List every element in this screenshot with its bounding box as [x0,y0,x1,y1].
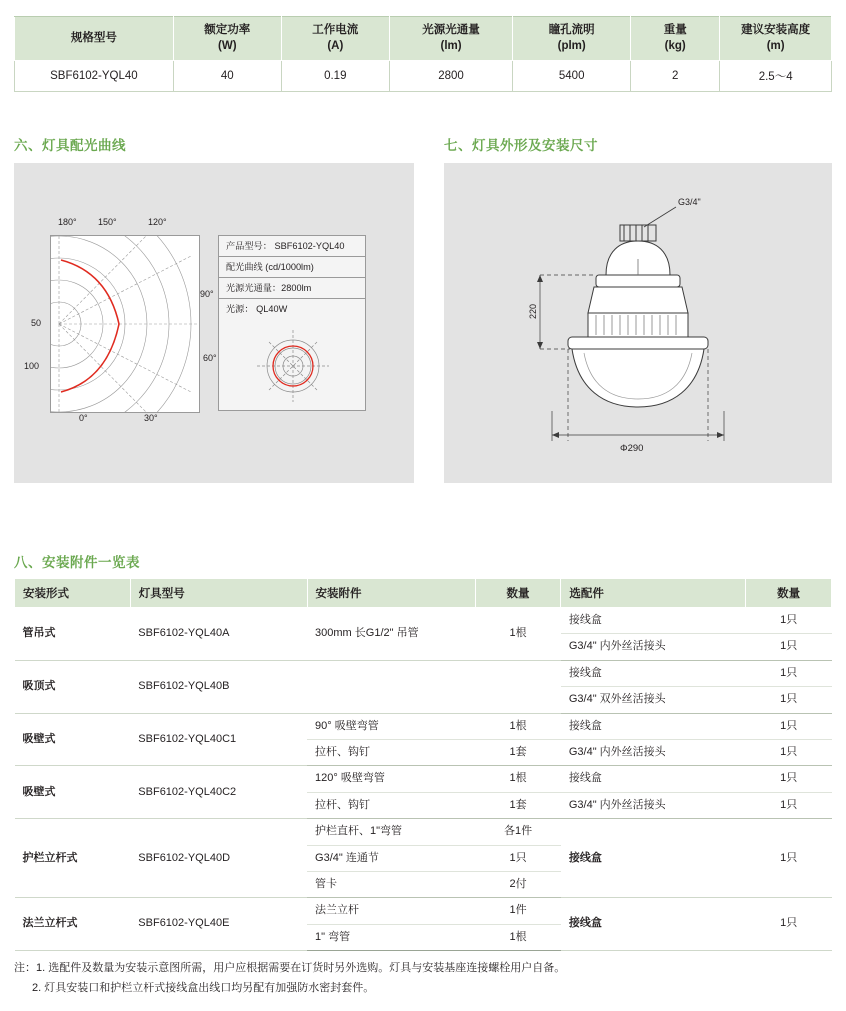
acc-form-4: 吸壁式 [15,766,131,819]
spec-table-row [15,61,832,92]
acc-option-4-2: G3/4" 内外丝活接头 [561,792,746,818]
dimension-panel [444,163,832,483]
acc-fitting-qty-6-2: 1根 [475,924,561,950]
acc-fitting-5-3: 管卡 [307,871,475,897]
spec-header-pupil-lumen-line1: 瞳孔流明 [548,24,595,36]
spec-header-power-line1: 额定功率 [204,24,251,36]
table-row [15,660,832,686]
acc-option-5-1: 接线盒 [561,819,746,898]
spec-header-weight-line1: 重量 [663,24,687,36]
spec-header-power [173,17,281,61]
spec-cell-flux: 2800 [389,61,512,92]
spec-header-mount-height-line2: (m) [766,39,785,52]
acc-fitting-5-2: G3/4" 连通节 [307,845,475,871]
angle-label-60: 60° [203,353,217,363]
acc-option-qty-5-1: 1只 [746,819,832,898]
spec-cell-current: 0.19 [281,61,389,92]
acc-fitting-6-2: 1" 弯管 [307,924,475,950]
accessory-table-header-row [15,579,832,608]
acc-header-fitting: 安装附件 [307,579,475,608]
legend-polar-thumbnail [219,322,367,410]
acc-fitting-2-empty [307,660,475,713]
acc-form-1: 管吊式 [15,608,131,661]
angle-label-0: 0° [79,413,88,423]
acc-option-qty-1-2: 1只 [746,634,832,660]
luminous-intensity-curve [61,260,119,392]
spec-table-header-row [15,17,832,61]
acc-option-qty-4-1: 1只 [746,766,832,792]
acc-option-3-2: G3/4" 内外丝活接头 [561,739,746,765]
spec-header-current [281,17,389,61]
spec-header-mount-height [720,17,832,61]
spec-header-weight-line2: (kg) [664,39,686,52]
acc-option-qty-2-1: 1只 [746,660,832,686]
spec-cell-mount-height: 2.5～4 [720,61,832,92]
acc-option-6-1: 接线盒 [561,898,746,951]
acc-model-4: SBF6102-YQL40C2 [130,766,307,819]
accessory-table [14,578,832,951]
height-dimension-label: 220 [528,303,538,319]
legend-curve-unit: 配光曲线 (cd/1000lm) [219,257,365,278]
acc-header-qty2: 数量 [746,579,832,608]
acc-fitting-4-1: 120° 吸壁弯管 [307,766,475,792]
acc-option-qty-2-2: 1只 [746,687,832,713]
acc-option-qty-3-1: 1只 [746,713,832,739]
diameter-dimension-label: Φ290 [620,443,644,454]
acc-option-1-1: 接线盒 [561,608,746,634]
acc-fitting-qty-6-1: 1件 [475,898,561,924]
spec-cell-pupil-lumen: 5400 [513,61,631,92]
acc-fitting-qty-3-1: 1根 [475,713,561,739]
luminaire-outline-drawing [444,163,832,483]
acc-header-option: 选配件 [561,579,746,608]
acc-option-2-2: G3/4" 双外丝活接头 [561,687,746,713]
table-row [15,766,832,792]
acc-form-2: 吸顶式 [15,660,131,713]
footnote-1: 注：1. 选配件及数量为安装示意图所需，用户应根据需要在订货时另外选购。灯具与安装基座连接螺栓用户自备。 [14,962,566,974]
angle-label-180: 180° [58,217,77,227]
radial-label-50: 50 [31,318,42,328]
legend-flux: 光源光通量：2800lm [219,278,365,299]
spec-cell-weight: 2 [631,61,720,92]
angle-label-30: 30° [144,413,158,423]
acc-fitting-qty-2-empty [475,660,561,713]
acc-fitting-5-1: 护栏直杆、1"弯管 [307,819,475,845]
spec-header-current-line1: 工作电流 [312,24,359,36]
acc-fitting-qty-3-2: 1套 [475,739,561,765]
acc-model-2: SBF6102-YQL40B [130,660,307,713]
acc-model-1: SBF6102-YQL40A [130,608,307,661]
photometric-panel [14,163,414,483]
acc-fitting-qty-4-1: 1根 [475,766,561,792]
acc-option-2-1: 接线盒 [561,660,746,686]
acc-option-qty-3-2: 1只 [746,739,832,765]
specification-table [14,16,832,92]
spec-header-model-line1: 规格型号 [70,31,117,44]
acc-option-qty-1-1: 1只 [746,608,832,634]
spec-header-current-line2: (A) [327,39,344,52]
table-row [15,713,832,739]
acc-fitting-qty-4-2: 1套 [475,792,561,818]
thread-size-label: G3/4" [678,197,701,207]
radial-label-100: 100 [24,361,40,371]
acc-model-5: SBF6102-YQL40D [130,819,307,898]
acc-fitting-qty-5-1: 各1件 [475,819,561,845]
acc-fitting-4-2: 拉杆、钩钉 [307,792,475,818]
spec-cell-power: 40 [173,61,281,92]
acc-option-1-2: G3/4" 内外丝活接头 [561,634,746,660]
table-row [15,898,832,924]
spec-header-pupil-lumen [513,17,631,61]
acc-fitting-6-1: 法兰立杆 [307,898,475,924]
section-title-dimensions: 七、灯具外形及安装尺寸 [444,138,598,153]
spec-header-power-line2: (W) [218,39,237,52]
photometric-legend [218,235,366,411]
acc-form-6: 法兰立杆式 [15,898,131,951]
polar-diagram [50,235,200,413]
spec-header-model [15,17,174,61]
acc-model-3: SBF6102-YQL40C1 [130,713,307,766]
acc-fitting-qty-5-2: 1只 [475,845,561,871]
acc-fitting-qty-5-3: 2付 [475,871,561,897]
spec-header-flux [389,17,512,61]
spec-cell-model: SBF6102-YQL40 [15,61,174,92]
legend-lamp: 光源： QL40W [226,304,288,315]
polar-diagram-svg [51,236,199,412]
acc-option-qty-4-2: 1只 [746,792,832,818]
acc-header-form: 安装形式 [15,579,131,608]
angle-label-120: 120° [148,217,167,227]
spec-header-flux-line2: (lm) [440,39,462,52]
acc-form-3: 吸壁式 [15,713,131,766]
acc-fitting-3-1: 90° 吸壁弯管 [307,713,475,739]
angle-label-150: 150° [98,217,117,227]
acc-fitting-1-1: 300mm 长G1/2" 吊管 [307,608,475,661]
acc-fitting-qty-1-1: 1根 [475,608,561,661]
spec-header-pupil-lumen-line2: (plm) [557,39,586,52]
acc-header-qty1: 数量 [475,579,561,608]
footnote-2: 2. 灯具安装口和护栏立杆式接线盒出线口均另配有加强防水密封套件。 [32,982,375,995]
acc-header-model: 灯具型号 [130,579,307,608]
spec-header-mount-height-line1: 建议安装高度 [741,24,811,36]
acc-option-4-1: 接线盒 [561,766,746,792]
acc-option-3-1: 接线盒 [561,713,746,739]
table-row [15,608,832,634]
legend-model: 产品型号： SBF6102-YQL40 [219,236,365,257]
spec-header-weight [631,17,720,61]
acc-model-6: SBF6102-YQL40E [130,898,307,951]
table-row [15,819,832,845]
acc-fitting-3-2: 拉杆、钩钉 [307,739,475,765]
footnotes [14,958,832,999]
acc-form-5: 护栏立杆式 [15,819,131,898]
spec-header-flux-line1: 光源光通量 [422,24,480,36]
section-title-photometric: 六、灯具配光曲线 [14,138,126,153]
section-title-accessories: 八、安装附件一览表 [14,555,140,570]
acc-option-qty-6-1: 1只 [746,898,832,951]
angle-label-90: 90° [200,289,214,299]
